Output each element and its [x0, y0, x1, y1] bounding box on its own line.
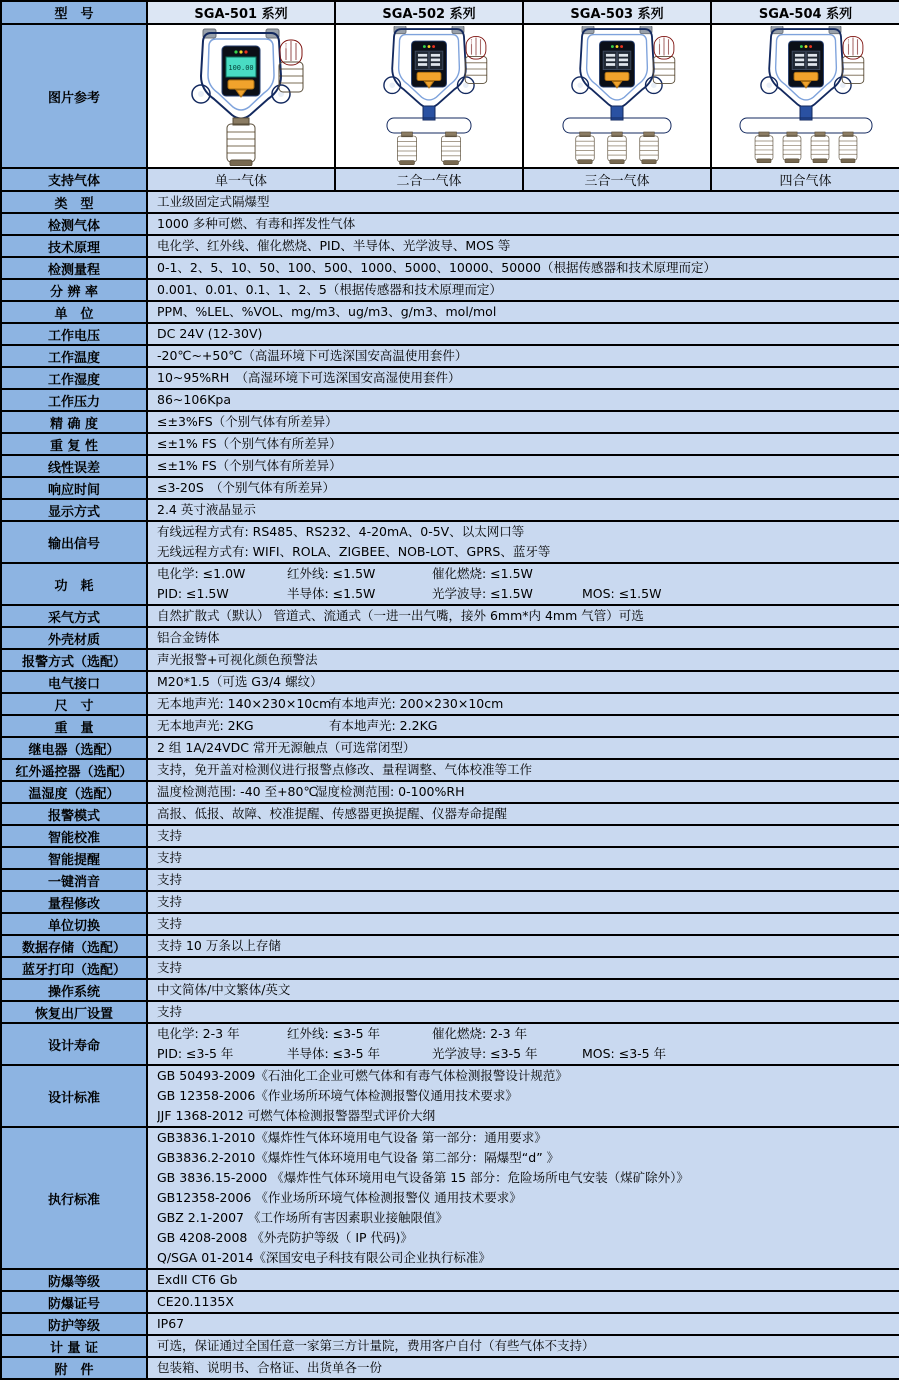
sensor-cylinder-icon: [576, 132, 594, 164]
spec-segment: 催化燃烧: 2-3 年: [432, 1026, 528, 1041]
spec-segment: 声光报警+可视化颜色预警法: [157, 652, 318, 667]
spec-line: [157, 1314, 895, 1334]
spec-line: [157, 390, 895, 410]
spec-segment: 有线远程方式有: RS485、RS232、4-20mA、0-5V、以太网口等: [157, 524, 525, 539]
spec-row-value: [147, 649, 899, 671]
sensor-cylinder-icon: [441, 132, 460, 165]
spec-row-label: 重 量: [1, 715, 147, 737]
spec-segment: GB3836.1-2010《爆炸性气体环境用电气设备 第一部分：通用要求》: [157, 1130, 547, 1145]
spec-row: [1, 891, 899, 913]
spec-line: [157, 522, 895, 542]
spec-row: [1, 235, 899, 257]
spec-segment: GBZ 2.1-2007 《工作场所有害因素职业接触限值》: [157, 1210, 448, 1225]
spec-segment: JJF 1368-2012 可燃气体检测报警器型式评价大纲: [157, 1108, 436, 1123]
spec-row: [1, 367, 899, 389]
spec-row-value: [147, 627, 899, 649]
spec-line: [157, 1066, 895, 1086]
spec-row-label: 重 复 性: [1, 433, 147, 455]
spec-row-label: 检测量程: [1, 257, 147, 279]
spec-row-value: [147, 1001, 899, 1023]
spec-row-value: [147, 323, 899, 345]
spec-segment: 可选，保证通过全国任意一家第三方计量院，费用客户自付（有些气体不支持）: [157, 1338, 595, 1353]
spec-row-label: 电气接口: [1, 671, 147, 693]
gas-type-value: 四合气体: [711, 168, 899, 191]
spec-row-value: [147, 913, 899, 935]
spec-segment: 红外线: ≤1.5W: [287, 566, 376, 581]
spec-row-value: [147, 759, 899, 781]
image-reference-row: [1, 24, 899, 168]
spec-row-value: [147, 891, 899, 913]
spec-row-label: 数据存储（选配）: [1, 935, 147, 957]
spec-row: [1, 759, 899, 781]
spec-segment: 催化燃烧: ≤1.5W: [432, 566, 533, 581]
spec-segment: -20℃~+50℃（高温环境下可选深国安高温使用套件）: [157, 348, 468, 363]
spec-row-label: 设计标准: [1, 1065, 147, 1127]
spec-segment: 2 组 1A/24VDC 常开无源触点（可选常闭型）: [157, 740, 416, 755]
spec-row: [1, 499, 899, 521]
spec-row-value: [147, 1065, 899, 1127]
spec-segment: DC 24V (12-30V): [157, 326, 263, 341]
spec-line: [157, 258, 895, 278]
spec-row: [1, 1291, 899, 1313]
spec-line: [157, 628, 895, 648]
spec-line: [157, 346, 895, 366]
spec-row-value: [147, 191, 899, 213]
spec-row: [1, 671, 899, 693]
spec-segment: PPM、%LEL、%VOL、mg/m3、ug/m3、g/m3、mol/mol: [157, 304, 497, 319]
spec-row-value: [147, 869, 899, 891]
spec-row-value: [147, 411, 899, 433]
spec-segment: 铝合金铸体: [157, 630, 220, 645]
model-name: SGA-503 系列: [523, 1, 711, 24]
device-illustration-sga-502: [338, 26, 520, 166]
spec-line: [157, 324, 895, 344]
gas-type-value: 三合一气体: [523, 168, 711, 191]
spec-segment: 86~106Kpa: [157, 392, 232, 407]
spec-segment: GB 3836.15-2000 《爆炸性气体环境用电气设备第 15 部分：危险场所电气安装（煤矿除外）》: [157, 1170, 689, 1185]
spec-row-value: [147, 671, 899, 693]
spec-row-label: 防爆等级: [1, 1269, 147, 1291]
spec-row-label: 单 位: [1, 301, 147, 323]
spec-row-value: [147, 1357, 899, 1379]
spec-row-value: [147, 693, 899, 715]
alarm-beacon-icon: [653, 37, 675, 84]
spec-row-label: 精 确 度: [1, 411, 147, 433]
spec-row: [1, 693, 899, 715]
spec-row-value: [147, 1269, 899, 1291]
spec-segment: 电化学、红外线、催化燃烧、PID、半导体、光学波导、MOS 等: [157, 238, 511, 253]
spec-row-label: 工作湿度: [1, 367, 147, 389]
spec-row-value: [147, 1313, 899, 1335]
spec-row-label: 防护等级: [1, 1313, 147, 1335]
spec-row: [1, 323, 899, 345]
spec-row-value: [147, 825, 899, 847]
spec-segment: PID: ≤1.5W: [157, 586, 229, 601]
spec-row-label: 报警方式（选配）: [1, 649, 147, 671]
spec-row: [1, 301, 899, 323]
spec-row-value: [147, 477, 899, 499]
spec-segment: 支持，免开盖对检测仪进行报警点修改、量程调整、气体校准等工作: [157, 762, 533, 777]
spec-row: [1, 957, 899, 979]
spec-line: [157, 716, 895, 736]
spec-row: [1, 1127, 899, 1269]
spec-line: [157, 694, 895, 714]
spec-row-value: [147, 935, 899, 957]
spec-row-label: 附 件: [1, 1357, 147, 1379]
spec-segment: 无线远程方式有: WIFI、ROLA、ZIGBEE、NOB-LOT、GPRS、蓝牙等: [157, 544, 551, 559]
spec-row: [1, 477, 899, 499]
spec-row: [1, 1357, 899, 1379]
spec-row-value: [147, 1291, 899, 1313]
spec-row: [1, 279, 899, 301]
spec-line: [157, 1228, 895, 1248]
spec-row-label: 报警模式: [1, 803, 147, 825]
spec-row-value: [147, 563, 899, 605]
model-name: SGA-501 系列: [147, 1, 335, 24]
spec-row: [1, 521, 899, 563]
spec-row-value: [147, 521, 899, 563]
spec-segment: 电化学: 2-3 年: [157, 1026, 240, 1041]
gas-type-value: 二合一气体: [335, 168, 523, 191]
spec-segment: 支持: [157, 850, 183, 865]
device-illustration-sga-503: [526, 26, 708, 166]
spec-row-value: [147, 499, 899, 521]
spec-segment: ≤±1% FS（个别气体有所差异）: [157, 436, 342, 451]
alarm-beacon-icon: [465, 37, 487, 84]
spec-line: [157, 760, 895, 780]
sensor-cylinder-icon: [608, 132, 626, 164]
spec-row: [1, 847, 899, 869]
spec-row: [1, 1023, 899, 1065]
spec-row: [1, 935, 899, 957]
spec-segment: 10~95%RH （高湿环境下可选深国安高湿使用套件）: [157, 370, 461, 385]
spec-row: [1, 715, 899, 737]
spec-line: [157, 456, 895, 476]
spec-line: [157, 564, 895, 584]
device-image-cell: [335, 24, 523, 168]
spec-row-value: [147, 1127, 899, 1269]
spec-row-label: 设计寿命: [1, 1023, 147, 1065]
spec-line: [157, 1248, 895, 1268]
spec-table-body: [1, 1, 899, 1379]
model-name: SGA-502 系列: [335, 1, 523, 24]
spec-line: [157, 542, 895, 562]
spec-segment: 有本地声光: 200×230×10cm: [329, 696, 504, 711]
spec-row-value: [147, 257, 899, 279]
spec-row-label: 单位切换: [1, 913, 147, 935]
spec-segment: 半导体: ≤1.5W: [287, 586, 376, 601]
spec-line: [157, 302, 895, 322]
spec-row-value: [147, 367, 899, 389]
spec-line: [157, 892, 895, 912]
lcd-screen: [603, 51, 631, 69]
spec-segment: Q/SGA 01-2014《深国安电子科技有限公司企业执行标准》: [157, 1250, 491, 1265]
spec-segment: 无本地声光: 140×230×10cm: [157, 696, 332, 711]
spec-row-value: [147, 803, 899, 825]
device-illustration-sga-501: [150, 26, 332, 166]
supported-gas-row: [1, 168, 899, 191]
spec-row-value: [147, 847, 899, 869]
sensor-cylinder-icon: [227, 118, 255, 166]
spec-segment: CE20.1135X: [157, 1294, 234, 1309]
spec-segment: 电化学: ≤1.0W: [157, 566, 246, 581]
spec-segment: 支持: [157, 894, 183, 909]
spec-row: [1, 411, 899, 433]
spec-line: [157, 1336, 895, 1356]
spec-segment: 支持: [157, 828, 183, 843]
spec-segment: 高报、低报、故障、校准提醒、传感器更换提醒、仪器寿命提醒: [157, 806, 508, 821]
sensor-cylinder-icon: [397, 132, 416, 165]
spec-line: [157, 848, 895, 868]
spec-line: [157, 280, 895, 300]
spec-row-value: [147, 279, 899, 301]
spec-line: [157, 1148, 895, 1168]
device-image-cell: [711, 24, 899, 168]
spec-segment: 工业级固定式隔爆型: [157, 194, 270, 209]
spec-row: [1, 869, 899, 891]
spec-segment: 0-1、2、5、10、50、100、500、1000、5000、10000、50000（根据传感器和技术原理而定）: [157, 260, 717, 275]
spec-row: [1, 345, 899, 367]
spec-row: [1, 257, 899, 279]
spec-line: [157, 804, 895, 824]
spec-line: [157, 650, 895, 670]
spec-row-label: 蓝牙打印（选配）: [1, 957, 147, 979]
spec-row: [1, 913, 899, 935]
spec-row-value: [147, 213, 899, 235]
spec-row: [1, 737, 899, 759]
spec-segment: MOS: ≤1.5W: [582, 586, 662, 601]
spec-segment: ≤±1% FS（个别气体有所差异）: [157, 458, 342, 473]
spec-segment: 支持: [157, 1004, 183, 1019]
device-image-cell: [523, 24, 711, 168]
spec-line: [157, 1002, 895, 1022]
spec-row: [1, 213, 899, 235]
spec-segment: 支持: [157, 916, 183, 931]
model-header-row: [1, 1, 899, 24]
spec-row-value: [147, 737, 899, 759]
spec-segment: 0.001、0.01、0.1、1、2、5（根据传感器和技术原理而定）: [157, 282, 502, 297]
spec-segment: GB 4208-2008 《外壳防护等级（ IP 代码)》: [157, 1230, 413, 1245]
spec-row-value: [147, 1335, 899, 1357]
spec-segment: 光学波导: ≤3-5 年: [432, 1046, 538, 1061]
spec-row: [1, 455, 899, 477]
spec-row: [1, 433, 899, 455]
spec-row-label: 智能校准: [1, 825, 147, 847]
spec-row-label: 温湿度（选配）: [1, 781, 147, 803]
spec-row-value: [147, 235, 899, 257]
spec-row: [1, 563, 899, 605]
spec-segment: 温度检测范围: -40 至+80℃: [157, 784, 318, 799]
spec-segment: ExdII CT6 Gb: [157, 1272, 238, 1287]
sensor-cylinder-icon: [811, 132, 829, 163]
device-illustration-sga-504: [715, 26, 897, 166]
spec-line: [157, 1044, 895, 1064]
spec-segment: 支持 10 万条以上存储: [157, 938, 281, 953]
sensor-cylinder-icon: [755, 132, 773, 163]
spec-segment: 光学波导: ≤1.5W: [432, 586, 533, 601]
spec-line: [157, 870, 895, 890]
spec-row-label: 红外遥控器（选配）: [1, 759, 147, 781]
spec-line: [157, 434, 895, 454]
row-label-image: 图片参考: [1, 24, 147, 168]
spec-line: [157, 1168, 895, 1188]
spec-row: [1, 1001, 899, 1023]
spec-row-value: [147, 389, 899, 411]
lcd-value-sga-501: 100.00: [228, 64, 254, 72]
spec-line: [157, 192, 895, 212]
spec-line: [157, 1358, 895, 1378]
spec-segment: 支持: [157, 872, 183, 887]
spec-segment: M20*1.5（可选 G3/4 螺纹）: [157, 674, 323, 689]
spec-line: [157, 236, 895, 256]
spec-segment: 有本地声光: 2.2KG: [329, 718, 438, 733]
spec-line: [157, 368, 895, 388]
spec-line: [157, 606, 895, 626]
spec-row-label: 操作系统: [1, 979, 147, 1001]
spec-line: [157, 738, 895, 758]
spec-segment: GB12358-2006 《作业场所环境气体检测报警仪 通用技术要求》: [157, 1190, 522, 1205]
spec-line: [157, 1208, 895, 1228]
spec-segment: 红外线: ≤3-5 年: [287, 1026, 381, 1041]
spec-line: [157, 1106, 895, 1126]
spec-segment: 支持: [157, 960, 183, 975]
spec-line: [157, 672, 895, 692]
spec-row-value: [147, 781, 899, 803]
spec-row-value: [147, 715, 899, 737]
spec-segment: ≤3-20S （个别气体有所差异）: [157, 480, 336, 495]
spec-line: [157, 1292, 895, 1312]
spec-row-label: 恢复出厂设置: [1, 1001, 147, 1023]
spec-row: [1, 825, 899, 847]
sensor-cylinder-icon: [839, 132, 857, 163]
spec-row: [1, 1269, 899, 1291]
spec-line: [157, 214, 895, 234]
spec-row-value: [147, 1023, 899, 1065]
spec-row-value: [147, 433, 899, 455]
spec-line: [157, 826, 895, 846]
spec-row-label: 工作电压: [1, 323, 147, 345]
spec-row-label: 分 辨 率: [1, 279, 147, 301]
spec-row: [1, 649, 899, 671]
spec-row: [1, 979, 899, 1001]
alarm-beacon-icon: [842, 37, 864, 84]
spec-segment: ≤±3%FS（个别气体有所差异）: [157, 414, 338, 429]
spec-row-label: 检测气体: [1, 213, 147, 235]
spec-segment: 2.4 英寸液晶显示: [157, 502, 256, 517]
spec-row: [1, 803, 899, 825]
spec-line: [157, 914, 895, 934]
spec-row-value: [147, 979, 899, 1001]
spec-line: [157, 936, 895, 956]
spec-row-label: 显示方式: [1, 499, 147, 521]
spec-line: [157, 1188, 895, 1208]
spec-segment: PID: ≤3-5 年: [157, 1046, 234, 1061]
spec-row-label: 响应时间: [1, 477, 147, 499]
spec-line: [157, 782, 895, 802]
spec-row: [1, 389, 899, 411]
model-name: SGA-504 系列: [711, 1, 899, 24]
spec-segment: 无本地声光: 2KG: [157, 718, 254, 733]
spec-segment: 1000 多种可燃、有毒和挥发性气体: [157, 216, 356, 231]
spec-line: [157, 958, 895, 978]
spec-row: [1, 1065, 899, 1127]
spec-row-label: 线性误差: [1, 455, 147, 477]
sensor-cylinder-icon: [783, 132, 801, 163]
spec-segment: 湿度检测范围: 0-100%RH: [315, 784, 465, 799]
gas-type-value: 单一气体: [147, 168, 335, 191]
alarm-beacon-icon: [279, 40, 303, 92]
spec-row-label: 工作温度: [1, 345, 147, 367]
spec-row-label: 计 量 证: [1, 1335, 147, 1357]
row-label-gas: 支持气体: [1, 168, 147, 191]
spec-row: [1, 191, 899, 213]
spec-line: [157, 1128, 895, 1148]
lcd-screen: [226, 57, 256, 77]
spec-row-label: 采气方式: [1, 605, 147, 627]
lcd-screen: [415, 51, 443, 69]
spec-segment: 中文简体/中文繁体/英文: [157, 982, 291, 997]
spec-segment: MOS: ≤3-5 年: [582, 1046, 667, 1061]
spec-row-label: 智能提醒: [1, 847, 147, 869]
spec-row-label: 继电器（选配）: [1, 737, 147, 759]
spec-row-label: 技术原理: [1, 235, 147, 257]
spec-row-label: 外壳材质: [1, 627, 147, 649]
spec-row-value: [147, 345, 899, 367]
spec-row-value: [147, 455, 899, 477]
spec-row-label: 一键消音: [1, 869, 147, 891]
spec-segment: GB 50493-2009《石油化工企业可燃气体和有毒气体检测报警设计规范》: [157, 1068, 568, 1083]
spec-segment: 自然扩散式（默认） 管道式、流通式（一进一出气嘴，接外 6mm*内 4mm 气管）可选: [157, 608, 644, 623]
sensor-cylinder-icon: [640, 132, 658, 164]
spec-line: [157, 412, 895, 432]
spec-line: [157, 980, 895, 1000]
spec-row-value: [147, 301, 899, 323]
spec-row: [1, 1313, 899, 1335]
spec-segment: IP67: [157, 1316, 185, 1331]
spec-line: [157, 500, 895, 520]
spec-segment: GB3836.2-2010《爆炸性气体环境用电气设备 第二部分：隔爆型“d” 》: [157, 1150, 560, 1165]
spec-segment: GB 12358-2006《作业场所环境气体检测报警仪通用技术要求》: [157, 1088, 518, 1103]
device-image-cell: [147, 24, 335, 168]
spec-row: [1, 627, 899, 649]
spec-line: [157, 1086, 895, 1106]
spec-segment: 包装箱、说明书、合格证、出货单各一份: [157, 1360, 383, 1375]
spec-row-label: 输出信号: [1, 521, 147, 563]
lcd-screen: [792, 51, 820, 69]
spec-row-label: 防爆证号: [1, 1291, 147, 1313]
spec-line: [157, 584, 895, 604]
spec-line: [157, 1024, 895, 1044]
spec-row-label: 执行标准: [1, 1127, 147, 1269]
spec-row: [1, 1335, 899, 1357]
spec-row-label: 尺 寸: [1, 693, 147, 715]
spec-row: [1, 781, 899, 803]
spec-line: [157, 478, 895, 498]
spec-row-label: 类 型: [1, 191, 147, 213]
spec-segment: 半导体: ≤3-5 年: [287, 1046, 381, 1061]
spec-row-value: [147, 605, 899, 627]
spec-row-label: 功 耗: [1, 563, 147, 605]
spec-row-label: 工作压力: [1, 389, 147, 411]
row-label-model: 型 号: [1, 1, 147, 24]
spec-row-value: [147, 957, 899, 979]
spec-row: [1, 605, 899, 627]
spec-line: [157, 1270, 895, 1290]
spec-row-label: 量程修改: [1, 891, 147, 913]
